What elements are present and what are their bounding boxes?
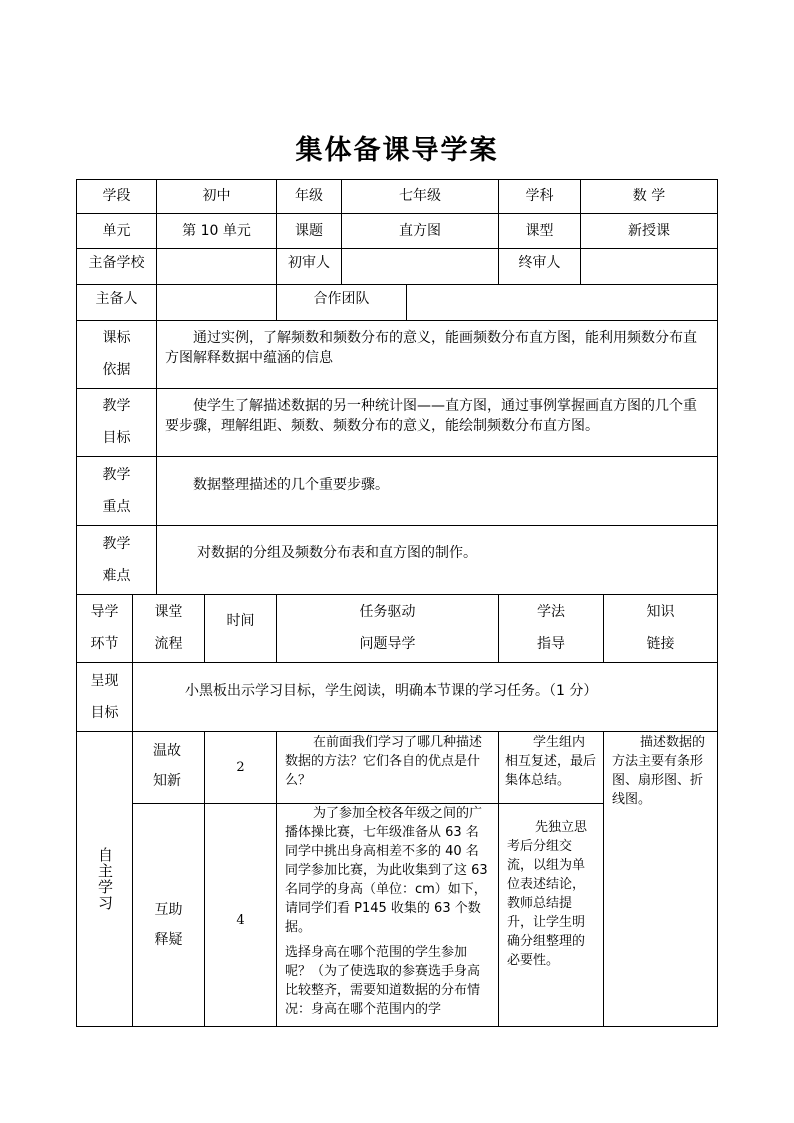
step2-time: 4 xyxy=(204,803,276,1026)
nianji-value: 七年级 xyxy=(341,179,498,213)
xueke-value: 数 学 xyxy=(580,179,717,213)
kebiao-label-2: 依据 xyxy=(102,361,131,378)
page-title: 集体备课导学案 xyxy=(295,135,499,166)
table-frame-top-left xyxy=(76,179,718,1027)
col-time-header: 时间 xyxy=(204,594,276,662)
chengxian-label-2: 目标 xyxy=(90,704,119,721)
chengxian-label-1: 呈现 xyxy=(90,672,119,689)
col-ketang-header-1: 课堂 xyxy=(154,604,183,621)
col-link-header-1: 知识 xyxy=(646,604,675,621)
nandian-label-2: 难点 xyxy=(102,567,131,584)
col-method-header-2: 指导 xyxy=(537,635,565,652)
step1-time: 2 xyxy=(204,731,276,803)
mubiao-label-2: 目标 xyxy=(102,429,131,446)
chushen-label: 初审人 xyxy=(276,248,341,284)
zhongdian-label-1: 教学 xyxy=(102,466,131,483)
col-task-header-1: 任务驱动 xyxy=(359,604,416,621)
step2-task-paragraph-2: 选择身高在哪个范围的学生参加呢？（为了使选取的参赛选手身高比较整齐，需要知道数据的分布情况：身高在哪个范围内的学 xyxy=(285,945,481,1017)
step1-flow-2: 知新 xyxy=(153,773,181,789)
chengxian-paragraph: 小黑板出示学习目标，学生阅读，明确本节课的学习任务。（1 分） xyxy=(185,683,598,699)
xueduan-label: 学段 xyxy=(76,179,156,213)
step2-flow-1: 互助 xyxy=(154,902,183,918)
zhongdian-label-2: 重点 xyxy=(102,498,131,515)
mubiao-label-1: 教学 xyxy=(102,398,131,415)
step2-flow-2: 释疑 xyxy=(154,932,183,948)
danyuan-value: 第 10 单元 xyxy=(156,213,276,248)
col-ketang-header-2: 流程 xyxy=(154,635,183,652)
link-text: 描述数据的方法主要有条形图、扇形图、折线图。 xyxy=(612,735,706,807)
step1-task-text: 在前面我们学习了哪几种描述数据的方法？它们各自的优点是什么？ xyxy=(285,735,483,788)
zhongdian-paragraph: 数据整理描述的几个重要步骤。 xyxy=(193,477,389,493)
col-method-header-1: 学法 xyxy=(537,604,565,621)
zhongshen-label: 终审人 xyxy=(498,248,580,284)
nandian-label-1: 教学 xyxy=(102,535,131,552)
keti-label: 课题 xyxy=(276,213,341,248)
team-label: 合作团队 xyxy=(276,284,406,320)
nandian-paragraph: 对数据的分组及频数分布表和直方图的制作。 xyxy=(197,545,477,561)
kexing-label: 课型 xyxy=(498,213,580,248)
col-link-header-2: 链接 xyxy=(646,635,675,652)
step1-flow-1: 温故 xyxy=(153,743,181,759)
nianji-label: 年级 xyxy=(276,179,341,213)
zizhu-section-text: 自主学习 xyxy=(96,847,114,911)
zhubei-school-label: 主备学校 xyxy=(76,248,156,284)
col-task-header-2: 问题导学 xyxy=(359,635,416,652)
xueduan-value: 初中 xyxy=(156,179,276,213)
step2-task-paragraph-1: 为了参加全校各年级之间的广播体操比赛，七年级准备从 63 名同学中挑出身高相差不多的 40 名同学参加比赛，为此收集到了这 63 名同学的身高（单位：cm）如下，请同学们看 P145 收集的 63 个数据。 xyxy=(285,806,488,935)
danyuan-label: 单元 xyxy=(76,213,156,248)
step1-method-text: 学生组内相互复述，最后集体总结。 xyxy=(505,735,597,788)
kebiao-label-1: 课标 xyxy=(102,330,131,347)
keti-value: 直方图 xyxy=(341,213,498,248)
zhubei-person-label: 主备人 xyxy=(76,284,156,320)
kexing-value: 新授课 xyxy=(580,213,717,248)
col-daoxue-header-2: 环节 xyxy=(90,635,119,652)
mubiao-paragraph: 使学生了解描述数据的另一种统计图——直方图，通过事例掌握画直方图的几个重要步骤，理解组距、频数、频数分布的意义，能绘制频数分布直方图。 xyxy=(165,398,697,434)
xueke-label: 学科 xyxy=(498,179,580,213)
kebiao-paragraph: 通过实例，了解频数和频数分布的意义，能画频数分布直方图，能利用频数分布直方图解释数据中蕴涵的信息 xyxy=(165,330,697,366)
step2-method-text: 先独立思考后分组交流，以组为单位表述结论，教师总结提升，让学生明确分组整理的必要性。 xyxy=(507,820,588,968)
col-daoxue-header-1: 导学 xyxy=(90,604,119,621)
